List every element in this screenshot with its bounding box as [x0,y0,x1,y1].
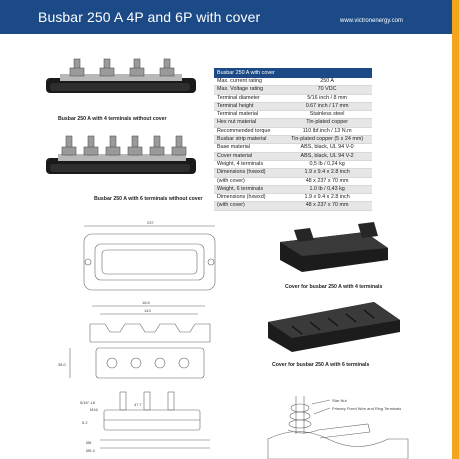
spec-value: ABS, black, UL 94 V-2 [282,152,372,160]
table-row [214,127,372,135]
spec-label: Hex nut material [214,119,282,127]
page-title: Busbar 250 A 4P and 6P with cover [38,9,261,25]
cover-4-terminals-photo [270,220,400,280]
spec-label: (with cover) [214,202,282,210]
spec-value: Stainless steel [282,111,372,119]
spec-label: (with cover) [214,177,282,185]
lug-note-2: Primary Fixed Wire and Ring Terminals [332,406,402,411]
spec-label: Base material [214,144,282,152]
table-row [214,144,372,152]
terminal-detail-drawing [258,394,448,459]
spec-value: 5/16 inch / 8 mm [282,94,372,102]
dim-b: Ø5.4 [86,448,95,453]
spec-value: Tin-plated copper [282,119,372,127]
dim-pitch: 47.7 [134,402,142,407]
spec-label: Dimensions (hxwxd) [214,169,282,177]
busbar-4-terminals-photo [40,56,200,111]
spec-value: Tin-plated copper (5 x 24 mm) [282,136,372,144]
table-row [214,152,372,160]
table-row [214,160,372,168]
dim-a: Ø8 [86,440,92,445]
spec-value: ABS, black, UL 94 V-0 [282,144,372,152]
table-row [214,169,372,177]
lug-note-1: Star Nut [332,398,347,403]
table-row [214,136,372,144]
spec-value: 250 A [282,78,372,86]
table-row [214,194,372,202]
spec-label: Max. Voltage rating [214,86,282,94]
table-row [214,177,372,185]
spec-value: 1.9 x 9.4 x 2.8 inch [282,169,372,177]
spec-label: Weight, 4 terminals [214,160,282,168]
dim-stud: 5/16"-18 [80,400,95,405]
cover-6-caption: Cover for busbar 250 A with 6 terminals [272,362,370,368]
busbar-6-terminals-photo [40,128,200,188]
spec-value: 1.9 x 9.4 x 2.8 inch [282,194,372,202]
spec-label: Terminal height [214,102,282,110]
dim-5-2: 5.2 [82,420,88,425]
spec-label: Dimensions (hxwxd) [214,194,282,202]
spec-value: 0.67 inch / 17 mm [282,102,372,110]
spec-label: Weight, 6 terminals [214,185,282,193]
table-row [214,78,372,86]
spec-label: Max. current rating [214,78,282,86]
table-row [214,119,372,127]
table-row [214,185,372,193]
dim-length: 18.6 [142,300,150,305]
spec-value: 48 x 237 x 70 mm [282,202,372,210]
cover-6-terminals-photo [262,292,407,357]
dim-depth: 38.0 [58,362,66,367]
spec-value: 48 x 237 x 70 mm [282,177,372,185]
busbar-4-caption: Busbar 250 A with 4 terminals without cover [58,116,167,122]
spec-table [214,68,372,211]
table-row [214,86,372,94]
dim-overall: 237 [147,220,154,225]
spec-label: Terminal diameter [214,94,282,102]
website-url[interactable]: www.victronenergy.com [340,18,403,24]
technical-drawing [40,214,240,459]
dim-m16: M16 [90,407,98,412]
spec-value: 110 lbf.inch / 13 N.m [282,127,372,135]
spec-value: 70 VDC [282,86,372,94]
spec-label: Recommended torque [214,127,282,135]
spec-table-title: Busbar 250 A with cover [214,68,372,78]
spec-value: 1.0 lb / 0,43 kg [282,185,372,193]
spec-value: 0,5 lb / 0,24 kg [282,160,372,168]
busbar-6-caption: Busbar 250 A with 6 terminals without cover [94,196,203,202]
table-row [214,202,372,210]
cover-4-caption: Cover for busbar 250 A with 4 terminals [285,284,383,290]
header-accent-edge [452,0,459,459]
spec-label: Terminal material [214,111,282,119]
table-row [214,111,372,119]
spec-label: Busbar strip material [214,136,282,144]
spec-label: Cover material [214,152,282,160]
table-row [214,102,372,110]
table-row [214,94,372,102]
dim-inner: 143 [144,308,151,313]
